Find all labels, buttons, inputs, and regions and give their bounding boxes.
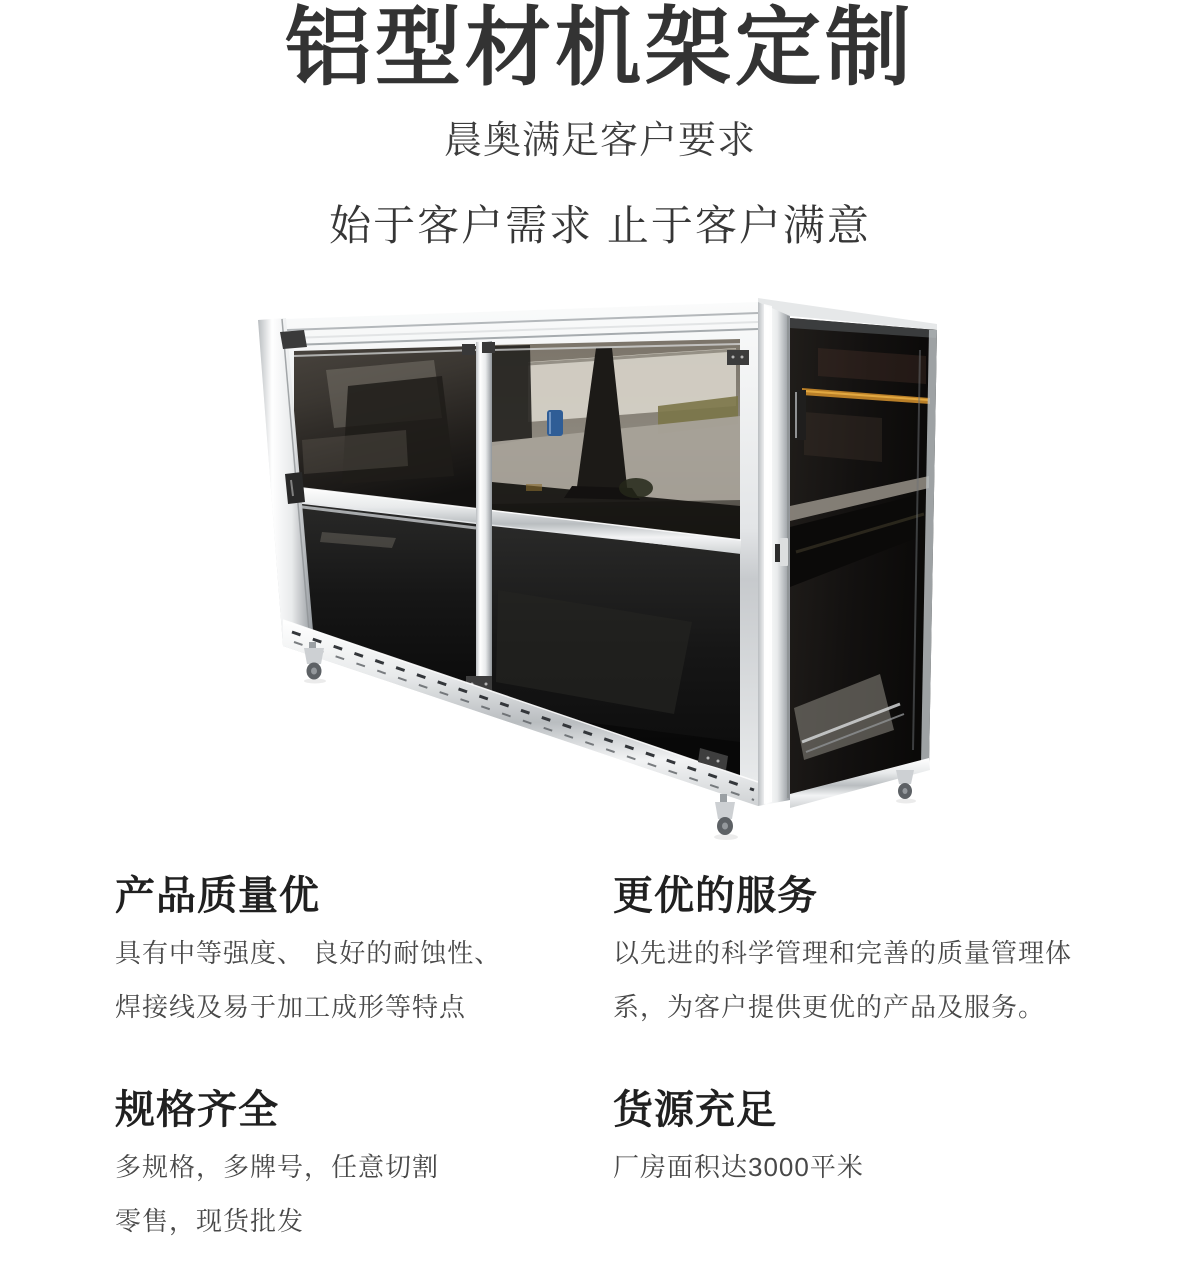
feature-full-specifications <box>115 1086 615 1234</box>
feature-text-line: 以先进的科学管理和完善的质量管理体 <box>613 938 1073 968</box>
cabinet-corner-pillar <box>758 302 790 806</box>
feature-better-service <box>613 872 1113 1020</box>
feature-title: 规格齐全 <box>115 1088 279 1132</box>
feature-text-line: 零售，现货批发 <box>115 1206 305 1236</box>
cabinet-front-face <box>258 302 758 806</box>
feature-text-line: 具有中等强度、 良好的耐蚀性、 <box>115 938 502 968</box>
feature-text-line: 多规格，多牌号，任意切割 <box>115 1152 440 1182</box>
feature-ample-supply <box>613 1086 1113 1180</box>
feature-text-line: 焊接线及易于加工成形等特点 <box>115 992 467 1022</box>
feature-product-quality <box>115 872 615 1020</box>
feature-text-line: 厂房面积达3000平米 <box>613 1152 864 1182</box>
feature-text-line: 系，为客户提供更优的产品及服务。 <box>613 992 1046 1022</box>
subtitle-line1: 晨奥满足客户要求 <box>443 120 756 162</box>
product-image <box>230 290 950 850</box>
feature-title: 产品质量优 <box>115 874 320 918</box>
cabinet-side-face <box>790 318 937 808</box>
feature-title: 货源充足 <box>613 1088 777 1132</box>
aluminum-frame-cabinet-photo <box>230 290 950 850</box>
subtitle-line2: 始于客户需求 止于客户满意 <box>329 202 871 249</box>
page-title: 铝型材机架定制 <box>285 0 915 96</box>
feature-title: 更优的服务 <box>613 874 818 918</box>
